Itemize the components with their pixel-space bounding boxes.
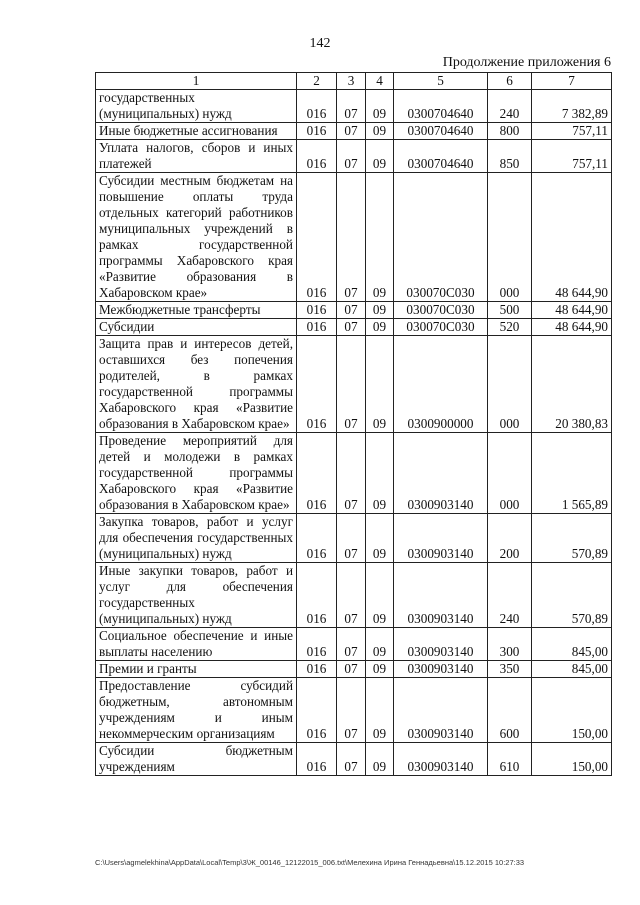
- continuation-label: Продолжение приложения 6: [442, 55, 611, 70]
- cell-name: Предоставление субсидий бюджетным, автономным учреждениям и иным некоммерческим организациям: [96, 678, 297, 743]
- cell-expense-type: 350: [488, 661, 532, 678]
- table-row: [96, 678, 612, 743]
- cell-section: 07: [337, 514, 366, 563]
- cell-name: государственных (муниципальных) нужд: [96, 90, 297, 123]
- cell-target-article: 0300704640: [394, 123, 488, 140]
- cell-amount: 150,00: [532, 743, 612, 776]
- cell-amount: 20 380,83: [532, 336, 612, 433]
- cell-amount: 570,89: [532, 514, 612, 563]
- table-row: [96, 302, 612, 319]
- cell-subsection: 09: [366, 678, 394, 743]
- cell-target-article: 030070С030: [394, 302, 488, 319]
- cell-subsection: 09: [366, 123, 394, 140]
- cell-name: Субсидии бюджетным учреждениям: [96, 743, 297, 776]
- cell-expense-type: 600: [488, 678, 532, 743]
- page-number: 142: [309, 36, 331, 51]
- cell-amount: 7 382,89: [532, 90, 612, 123]
- cell-section: 07: [337, 678, 366, 743]
- cell-department-code: 016: [297, 336, 337, 433]
- cell-subsection: 09: [366, 433, 394, 514]
- cell-section: 07: [337, 563, 366, 628]
- cell-subsection: 09: [366, 628, 394, 661]
- cell-expense-type: 520: [488, 319, 532, 336]
- table-row: [96, 628, 612, 661]
- cell-section: 07: [337, 433, 366, 514]
- table-row: [96, 319, 612, 336]
- cell-target-article: 0300903140: [394, 661, 488, 678]
- cell-department-code: 016: [297, 678, 337, 743]
- cell-name: Иные бюджетные ассигнования: [96, 123, 297, 140]
- cell-name: Межбюджетные трансферты: [96, 302, 297, 319]
- table-row: [96, 563, 612, 628]
- cell-name: Премии и гранты: [96, 661, 297, 678]
- cell-amount: 845,00: [532, 628, 612, 661]
- cell-amount: 757,11: [532, 140, 612, 173]
- cell-expense-type: 610: [488, 743, 532, 776]
- table-row: [96, 433, 612, 514]
- cell-section: 07: [337, 302, 366, 319]
- cell-amount: 48 644,90: [532, 319, 612, 336]
- cell-subsection: 09: [366, 514, 394, 563]
- cell-subsection: 09: [366, 743, 394, 776]
- table-row: [96, 336, 612, 433]
- cell-amount: 150,00: [532, 678, 612, 743]
- cell-target-article: 0300900000: [394, 336, 488, 433]
- cell-subsection: 09: [366, 90, 394, 123]
- cell-section: 07: [337, 336, 366, 433]
- cell-subsection: 09: [366, 319, 394, 336]
- table-row: [96, 140, 612, 173]
- cell-department-code: 016: [297, 90, 337, 123]
- cell-subsection: 09: [366, 336, 394, 433]
- cell-target-article: 0300903140: [394, 433, 488, 514]
- cell-amount: 48 644,90: [532, 302, 612, 319]
- cell-section: 07: [337, 140, 366, 173]
- cell-name: Социальное обеспечение и иные выплаты населению: [96, 628, 297, 661]
- cell-department-code: 016: [297, 563, 337, 628]
- column-header: 5: [394, 73, 488, 90]
- cell-expense-type: 800: [488, 123, 532, 140]
- cell-amount: 845,00: [532, 661, 612, 678]
- cell-section: 07: [337, 743, 366, 776]
- column-header: 1: [96, 73, 297, 90]
- cell-target-article: 0300903140: [394, 678, 488, 743]
- cell-department-code: 016: [297, 302, 337, 319]
- cell-department-code: 016: [297, 661, 337, 678]
- cell-subsection: 09: [366, 173, 394, 302]
- budget-table: [95, 72, 612, 776]
- cell-target-article: 0300903140: [394, 514, 488, 563]
- cell-name: Субсидии местным бюджетам на повышение оплаты труда отдельных категорий работников муниципальных учреждений в рамках государственной программы Хабаровского края «Развитие образования в Хабаровском крае»: [96, 173, 297, 302]
- table-row: [96, 743, 612, 776]
- cell-department-code: 016: [297, 173, 337, 302]
- footer-file-path: C:\Users\agmelekhina\AppData\Local\Temp\3\Ж_00146_12122015_006.txt\Мелехина Ирина Геннадьевна\15.12.2015 10:27:33: [95, 858, 525, 867]
- cell-target-article: 0300903140: [394, 628, 488, 661]
- cell-target-article: 030070С030: [394, 319, 488, 336]
- header-row: [96, 73, 612, 90]
- table-row: [96, 123, 612, 140]
- cell-department-code: 016: [297, 140, 337, 173]
- cell-target-article: 0300704640: [394, 140, 488, 173]
- cell-section: 07: [337, 628, 366, 661]
- cell-name: Иные закупки товаров, работ и услуг для обеспечения государственных (муниципальных) нужд: [96, 563, 297, 628]
- cell-name: Субсидии: [96, 319, 297, 336]
- cell-section: 07: [337, 90, 366, 123]
- cell-subsection: 09: [366, 140, 394, 173]
- cell-department-code: 016: [297, 514, 337, 563]
- cell-amount: 48 644,90: [532, 173, 612, 302]
- table-row: [96, 173, 612, 302]
- cell-target-article: 030070С030: [394, 173, 488, 302]
- cell-name: Защита прав и интересов детей, оставшихся без попечения родителей, в рамках государственной программы Хабаровского края «Развитие образования в Хабаровском крае»: [96, 336, 297, 433]
- cell-amount: 570,89: [532, 563, 612, 628]
- cell-name: Проведение мероприятий для детей и молодежи в рамках государственной программы Хабаровского края «Развитие образования в Хабаровском крае»: [96, 433, 297, 514]
- cell-subsection: 09: [366, 661, 394, 678]
- cell-name: Закупка товаров, работ и услуг для обеспечения государственных (муниципальных) нужд: [96, 514, 297, 563]
- cell-amount: 757,11: [532, 123, 612, 140]
- cell-expense-type: 000: [488, 336, 532, 433]
- table-row: [96, 514, 612, 563]
- cell-amount: 1 565,89: [532, 433, 612, 514]
- table-row: [96, 661, 612, 678]
- cell-expense-type: 240: [488, 563, 532, 628]
- cell-expense-type: 500: [488, 302, 532, 319]
- cell-name: Уплата налогов, сборов и иных платежей: [96, 140, 297, 173]
- cell-expense-type: 850: [488, 140, 532, 173]
- column-header: 4: [366, 73, 394, 90]
- cell-expense-type: 000: [488, 433, 532, 514]
- column-header: 7: [532, 73, 612, 90]
- cell-department-code: 016: [297, 743, 337, 776]
- cell-section: 07: [337, 123, 366, 140]
- cell-expense-type: 240: [488, 90, 532, 123]
- cell-expense-type: 000: [488, 173, 532, 302]
- cell-target-article: 0300903140: [394, 743, 488, 776]
- table-row: [96, 90, 612, 123]
- cell-department-code: 016: [297, 433, 337, 514]
- cell-target-article: 0300704640: [394, 90, 488, 123]
- cell-section: 07: [337, 173, 366, 302]
- cell-expense-type: 300: [488, 628, 532, 661]
- column-header: 3: [337, 73, 366, 90]
- table-body: [96, 90, 612, 776]
- column-header: 6: [488, 73, 532, 90]
- cell-expense-type: 200: [488, 514, 532, 563]
- cell-subsection: 09: [366, 302, 394, 319]
- column-header: 2: [297, 73, 337, 90]
- cell-section: 07: [337, 319, 366, 336]
- cell-department-code: 016: [297, 628, 337, 661]
- cell-department-code: 016: [297, 123, 337, 140]
- cell-department-code: 016: [297, 319, 337, 336]
- cell-subsection: 09: [366, 563, 394, 628]
- cell-section: 07: [337, 661, 366, 678]
- cell-target-article: 0300903140: [394, 563, 488, 628]
